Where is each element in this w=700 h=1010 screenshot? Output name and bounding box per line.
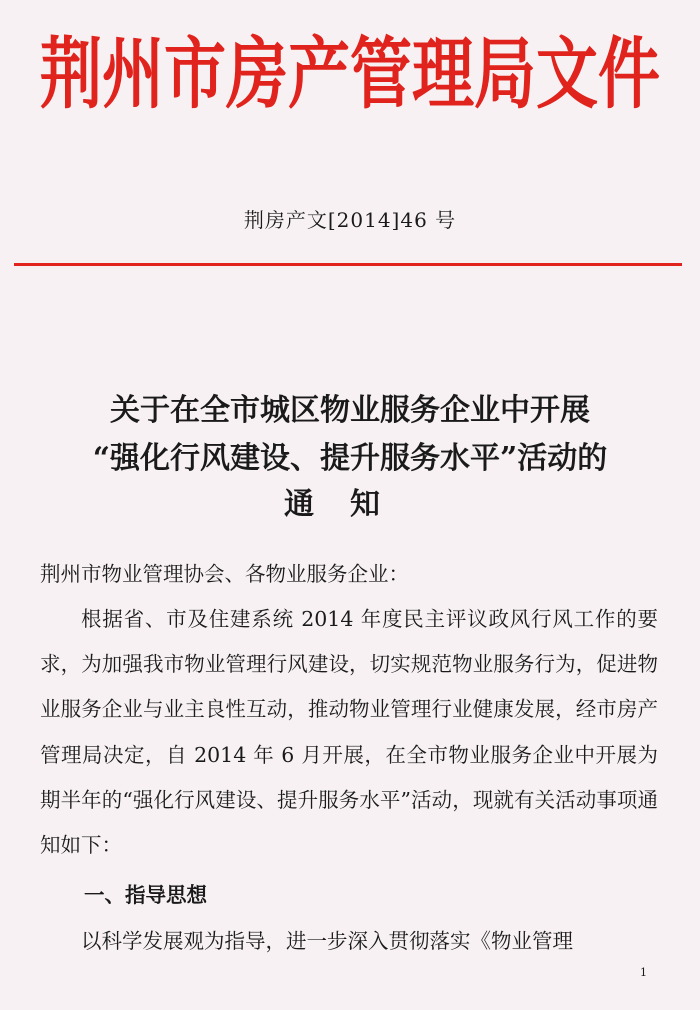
red-divider-line [14, 263, 682, 266]
body-paragraph-2: 以科学发展观为指导，进一步深入贯彻落实《物业管理 [81, 929, 573, 953]
document-header-title: 荆州市房产管理局文件 [39, 28, 660, 120]
addressee-line: 荆州市物业管理协会、各物业服务企业： [40, 562, 409, 586]
notice-title-line-2: “强化行风建设、提升服务水平”活动的 [92, 441, 608, 476]
notice-title-line-3: 通知 [284, 487, 416, 522]
body-paragraph-1: 根据省、市及住建系统 2014 年度民主评议政风行风工作的要求，为加强我市物业管理行风建设，切实规范物业服务行为，促进物业服务企业与业主良性互动，推动物业管理行业健康发展，经市房产管理局决定，自 2014 年 6 月开展，在全市物业服务企业中开展为期半年的“强化行风建设、提升服务水平”活动，现就有关活动事项通知如下： [40, 607, 658, 858]
section-heading-guiding-ideology: 一、指导思想 [84, 883, 207, 907]
notice-title-line-1: 关于在全市城区物业服务企业中开展 [110, 393, 590, 428]
page-number: 1 [640, 966, 647, 979]
document-number: 荆房产文[2014]46 号 [243, 208, 457, 232]
